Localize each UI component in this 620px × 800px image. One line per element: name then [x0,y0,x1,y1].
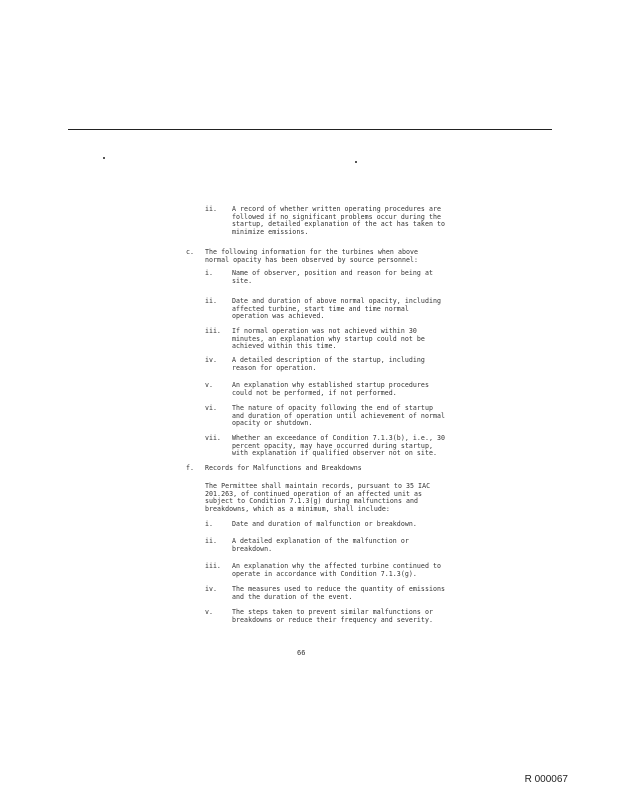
item-marker: c. [186,248,194,256]
item-text: A detailed explanation of the malfunction or breakdown. [232,537,409,553]
section-heading: Records for Malfunctions and Breakdowns [205,464,362,472]
scan-speck [103,157,105,159]
item-marker: i. [205,269,213,277]
item-text: A record of whether written operating procedures are followed if no significant problems occur during the startup, detailed explanation of the act has taken to minimize emissions. [232,205,446,236]
item-marker: iii. [205,562,221,570]
item-text: The steps taken to prevent similar malfunctions or breakdowns or reduce their frequency and severity. [232,608,433,624]
item-marker: vii. [205,434,221,442]
item-text: Date and duration of malfunction or breakdown. [232,520,417,528]
item-text: An explanation why established startup procedures could not be performed, if not performed. [232,381,429,397]
item-marker: ii. [205,297,217,305]
section-marker: f. [186,464,194,472]
item-text: The following information for the turbines when above normal opacity has been observed by source personnel: [205,248,419,264]
item-marker: i. [205,520,213,528]
item-marker: ii. [205,205,217,213]
item-marker: ii. [205,537,217,545]
item-marker: iv. [205,356,217,364]
item-text: A detailed description of the startup, including reason for operation. [232,356,425,372]
header-rule [68,129,552,130]
item-text: The nature of opacity following the end of startup and duration of operation until achievement of normal opacity or shutdown. [232,404,446,427]
item-text: If normal operation was not achieved within 30 minutes, an explanation why startup could not be achieved within this time. [232,327,425,350]
item-text: An explanation why the affected turbine continued to operate in accordance with Condition 7.1.3(g). [232,562,442,578]
item-text: Name of observer, position and reason for being at site. [232,269,433,285]
page-number: 66 [297,649,306,657]
item-marker: v. [205,381,213,389]
item-marker: iii. [205,327,221,335]
paragraph-text: The Permittee shall maintain records, pursuant to 35 IAC 201.263, of continued operation of an affected unit as subject to Condition 7.1.3(g) during malfunctions and breakdowns, which as a minimum, shall include: [205,482,431,513]
scan-speck [355,161,357,163]
item-text: The measures used to reduce the quantity of emissions and the duration of the event. [232,585,446,601]
item-marker: v. [205,608,213,616]
bates-stamp: R 000067 [524,774,568,785]
item-text: Date and duration of above normal opacity, including affected turbine, start time and time normal operation was achieved. [232,297,442,320]
item-marker: iv. [205,585,217,593]
item-marker: vi. [205,404,217,412]
item-text: Whether an exceedance of Condition 7.1.3(b), i.e., 30 percent opacity, may have occurred during startup, with explanation if qualified observer not on site. [232,434,446,457]
